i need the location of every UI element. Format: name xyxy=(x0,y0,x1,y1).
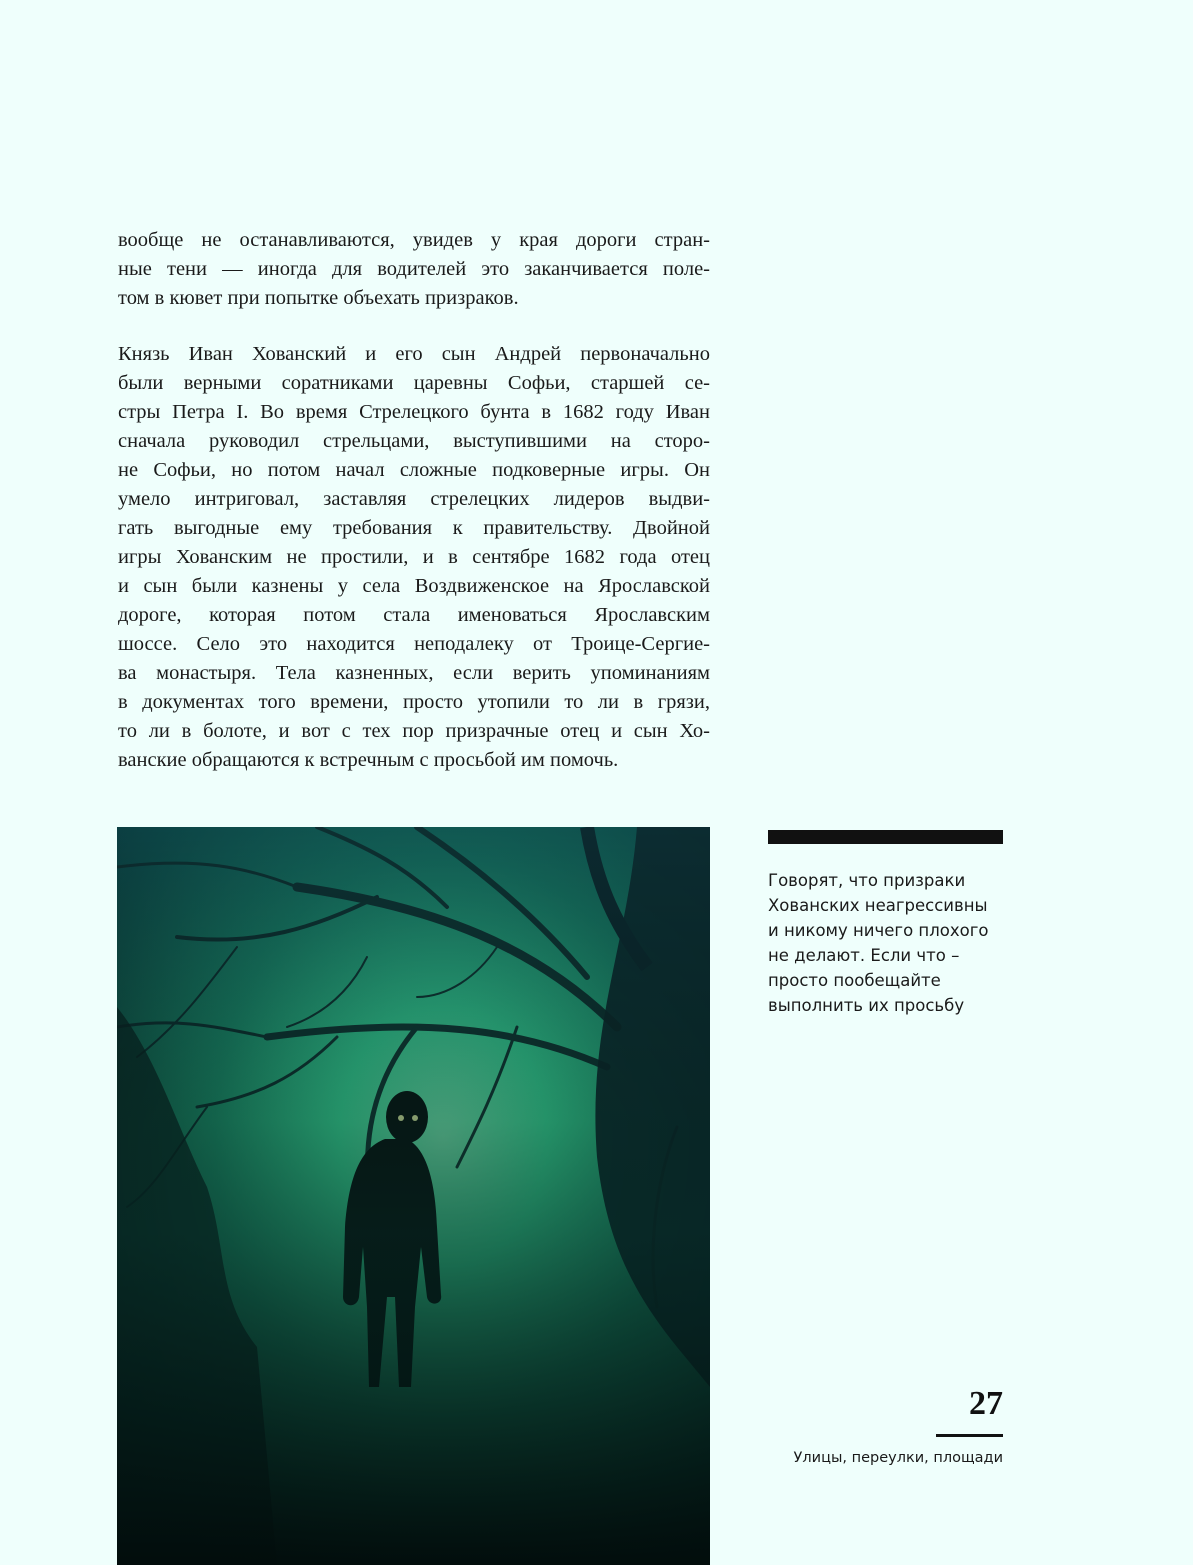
caption-line: Говорят, что призраки xyxy=(768,871,966,890)
sidebar-caption xyxy=(768,868,1018,1018)
caption-line: выполнить их просьбу xyxy=(768,996,965,1015)
text-line: том в кювет при попытке объехать призраков. xyxy=(118,287,519,309)
text-line: были верными соратниками царевны Софьи, старшей се- xyxy=(118,372,710,394)
page-number-rule xyxy=(936,1434,1003,1437)
text-line: игры Хованским не простили, и в сентябре 1682 года отец xyxy=(118,546,710,568)
ghost-forest-illustration xyxy=(117,827,710,1565)
text-line: умело интриговал, заставляя стрелецких лидеров выдви- xyxy=(118,488,710,510)
text-line: дороге, которая потом стала именоваться Ярославским xyxy=(118,604,710,626)
text-line: шоссе. Село это находится неподалеку от Троице-Сергие- xyxy=(118,633,710,655)
text-line: стры Петра I. Во время Стрелецкого бунта в 1682 году Иван xyxy=(118,401,710,423)
text-line: и сын были казнены у села Воздвиженское на Ярославской xyxy=(118,575,710,597)
text-line: не Софьи, но потом начал сложные подковерные игры. Он xyxy=(118,459,710,481)
caption-line: не делают. Если что – xyxy=(768,946,960,965)
caption-line: и никому ничего плохого xyxy=(768,921,989,940)
caption-line: просто пообещайте xyxy=(768,971,941,990)
text-line: сначала руководил стрельцами, выступившими на сторо- xyxy=(118,430,710,452)
text-line: в документах того времени, просто утопили то ли в грязи, xyxy=(118,691,710,713)
text-line: вообще не останавливаются, увидев у края дороги стран- xyxy=(118,229,710,251)
paragraph-1 xyxy=(118,226,710,313)
text-line: то ли в болоте, и вот с тех пор призрачные отец и сын Хо- xyxy=(118,720,710,742)
text-line: гать выгодные ему требования к правительству. Двойной xyxy=(118,517,710,539)
page-number: 27 xyxy=(969,1385,1003,1422)
text-line: ва монастыря. Тела казненных, если верить упоминаниям xyxy=(118,662,710,684)
sidebar-rule xyxy=(768,830,1003,844)
text-line: Князь Иван Хованский и его сын Андрей первоначально xyxy=(118,343,710,365)
paragraph-2 xyxy=(118,340,710,775)
text-line: ванские обращаются к встречным с просьбой им помочь. xyxy=(118,749,619,771)
section-title: Улицы, переулки, площади xyxy=(793,1450,1003,1466)
caption-line: Хованских неагрессивны xyxy=(768,896,988,915)
text-line: ные тени — иногда для водителей это заканчивается поле- xyxy=(118,258,710,280)
